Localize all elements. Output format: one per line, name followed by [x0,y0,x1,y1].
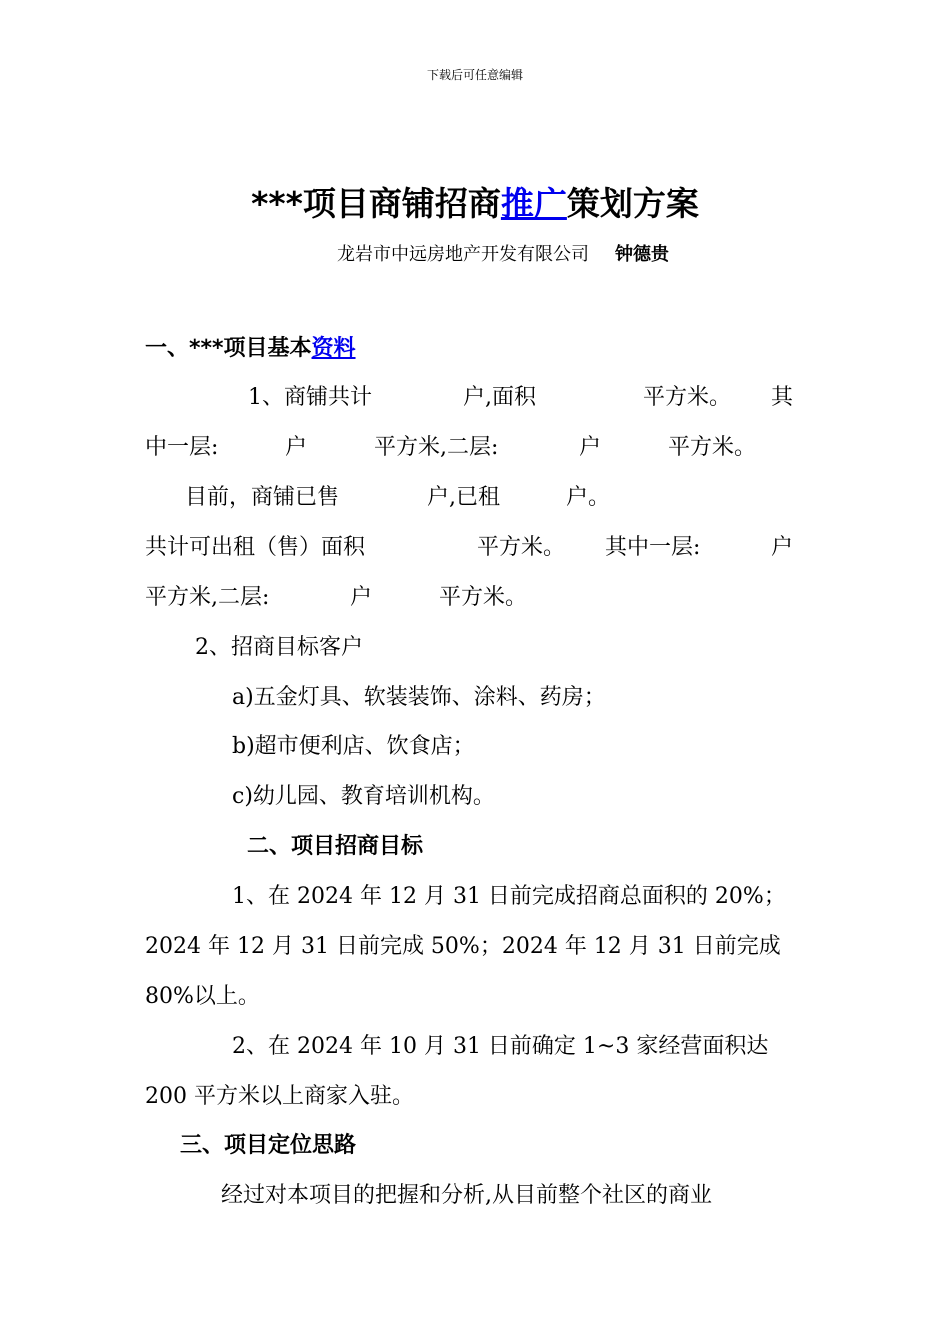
paragraph-row-2 [0,433,950,463]
target-customers-heading: 2、招商目标客户 [195,635,363,660]
section-heading-3: 三、项目定位思路 [180,1133,357,1158]
title-link[interactable]: 推广 [500,184,567,223]
r5-segment-1: 户 [350,585,373,610]
r2-segment-3: 户 [579,435,602,460]
section-heading-2: 二、项目招商目标 [247,834,424,859]
section-heading-1-link[interactable]: 资料 [311,336,356,361]
list-item-b: b)超市便利店、饮食店； [232,734,475,759]
paragraph-row-5 [0,583,950,613]
list-item-a: a)五金灯具、软装装饰、涂料、药房； [232,685,606,710]
r3-segment-1: 户,已租 [427,485,500,510]
r4-segment-1: 平方米。 [477,535,566,560]
r1-segment-2: 平方米。 [643,385,732,410]
r2-segment-4: 平方米。 [668,435,757,460]
goal-2-line-2: 200 平方米以上商家入驻。 [145,1084,414,1109]
list-item-c: c)幼儿园、教育培训机构。 [232,784,495,809]
goal-1-line-3: 80%以上。 [145,984,260,1009]
goal-1-line-1: 1、在 2024 年 12 月 31 日前完成招商总面积的 20%； [232,884,786,909]
positioning-paragraph: 经过对本项目的把握和分析,从目前整个社区的商业 [221,1183,712,1208]
goal-1-line-2: 2024 年 12 月 31 日前完成 50%；2024 年 12 月 31 日前完成 [145,934,781,959]
title-prefix: ***项目商铺招商 [251,184,501,223]
document-title [0,178,950,225]
r1-segment-1: 户,面积 [463,385,536,410]
author-name: 钟德贵 [615,244,669,265]
author-company: 龙岩市中远房地产开发有限公司 [337,244,589,265]
title-suffix: 策划方案 [566,184,699,223]
r2-segment-0: 中一层: [145,435,219,460]
page-header: 下载后可任意编辑 [426,68,523,82]
r4-segment-2: 其中一层: [605,535,701,560]
section-heading-1 [145,334,356,364]
goal-2-line-1: 2、在 2024 年 10 月 31 日前确定 1~3 家经营面积达 [232,1034,769,1059]
r1-segment-3: 其 [771,385,794,410]
paragraph-row-1 [0,383,950,413]
author-line [337,240,669,266]
r3-segment-0: 目前，商铺已售 [185,485,340,510]
r4-segment-3: 户 [771,535,794,560]
paragraph-row-3 [0,483,950,513]
paragraph-row-4 [0,533,950,563]
r4-segment-0: 共计可出租（售）面积 [145,535,366,560]
r1-segment-0: 1、商铺共计 [248,385,372,410]
r3-segment-2: 户。 [566,485,611,510]
section-heading-1-text: 一、***项目基本 [145,336,312,361]
r2-segment-1: 户 [285,435,308,460]
r5-segment-0: 平方米,二层: [145,585,270,610]
r5-segment-2: 平方米。 [439,585,528,610]
r2-segment-2: 平方米,二层: [374,435,499,460]
